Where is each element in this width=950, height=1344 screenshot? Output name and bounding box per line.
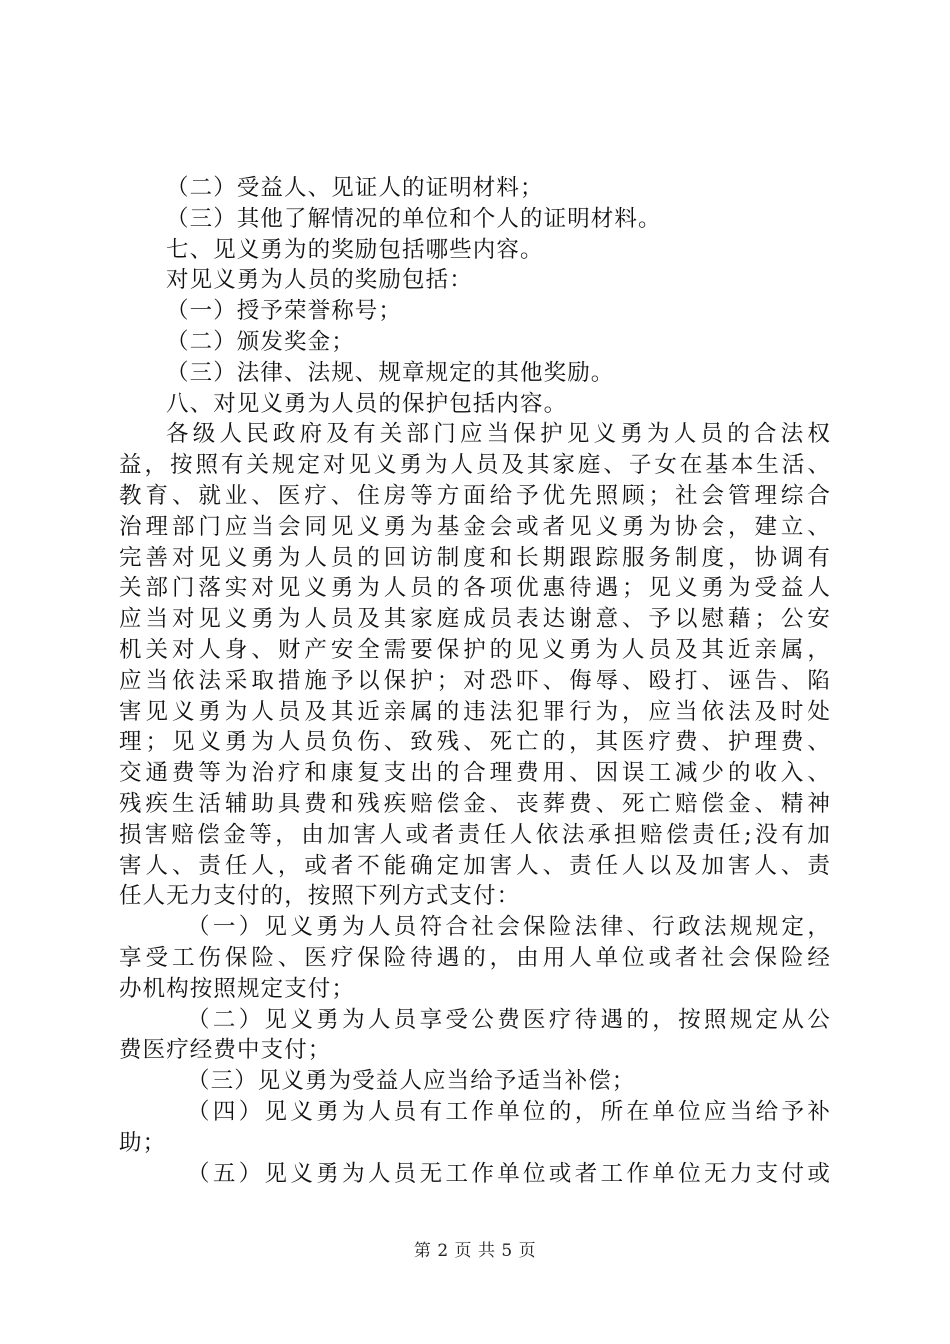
text-line: （三）法律、法规、规章规定的其他奖励。 — [166, 359, 615, 386]
text-line: 害人、责任人，或者不能确定加害人、责任人以及加害人、责 — [119, 852, 831, 879]
text-line: （二）颁发奖金； — [166, 328, 355, 355]
text-line: 应当对见义勇为人员及其家庭成员表达谢意、予以慰藉；公安 — [119, 606, 831, 633]
text-line: （四）见义勇为人员有工作单位的，所在单位应当给予补 — [187, 1098, 831, 1125]
text-line: 损害赔偿金等，由加害人或者责任人依法承担赔偿责任;没有加 — [119, 821, 831, 848]
text-line: 任人无力支付的，按照下列方式支付： — [119, 883, 521, 910]
text-line: （三）见义勇为受益人应当给予适当补偿； — [187, 1068, 636, 1095]
text-line: （二）受益人、见证人的证明材料； — [166, 175, 544, 201]
text-line: 完善对见义勇为人员的回访制度和长期跟踪服务制度，协调有 — [119, 544, 831, 571]
text-line: 助； — [119, 1129, 167, 1156]
text-line: 享受工伤保险、医疗保险待遇的，由用人单位或者社会保险经 — [119, 944, 831, 971]
text-line: 益，按照有关规定对见义勇为人员及其家庭、子女在基本生活、 — [119, 452, 831, 479]
text-line: 办机构按照规定支付； — [119, 975, 356, 1002]
text-line: 残疾生活辅助具费和残疾赔偿金、丧葬费、死亡赔偿金、精神 — [119, 790, 831, 817]
text-line: 关部门落实对见义勇为人员的各项优惠待遇；见义勇为受益人 — [119, 575, 831, 602]
text-line: 教育、就业、医疗、住房等方面给予优先照顾；社会管理综合 — [119, 482, 831, 509]
text-line: 害见义勇为人员及其近亲属的违法犯罪行为，应当依法及时处 — [119, 698, 831, 725]
text-line: 机关对人身、财产安全需要保护的见义勇为人员及其近亲属， — [119, 636, 831, 663]
text-line: 理；见义勇为人员负伤、致残、死亡的，其医疗费、护理费、 — [119, 729, 831, 756]
text-line: （一）授予荣誉称号； — [166, 298, 403, 325]
document-body — [119, 173, 831, 1189]
text-line: 交通费等为治疗和康复支出的合理费用、因误工减少的收入、 — [119, 760, 831, 787]
page-number-footer: 第 2 页 共 5 页 — [413, 1241, 537, 1261]
text-line: 治理部门应当会同见义勇为基金会或者见义勇为协会，建立、 — [119, 513, 831, 540]
text-line: 各级人民政府及有关部门应当保护见义勇为人员的合法权 — [166, 421, 831, 448]
text-line: （五）见义勇为人员无工作单位或者工作单位无力支付或 — [187, 1160, 831, 1187]
text-line: （三）其他了解情况的单位和个人的证明材料。 — [166, 205, 662, 232]
text-line: （一）见义勇为人员符合社会保险法律、行政法规规定， — [187, 914, 831, 941]
section-heading: 八、对见义勇为人员的保护包括内容。 — [166, 390, 568, 417]
text-line: 对见义勇为人员的奖励包括： — [166, 267, 473, 294]
text-line: （二）见义勇为人员享受公费医疗待遇的，按照规定从公 — [187, 1006, 831, 1033]
section-heading: 七、见义勇为的奖励包括哪些内容。 — [166, 236, 544, 263]
text-line: 费医疗经费中支付； — [119, 1037, 332, 1064]
text-line: 应当依法采取措施予以保护；对恐吓、侮辱、殴打、诬告、陷 — [119, 667, 831, 694]
